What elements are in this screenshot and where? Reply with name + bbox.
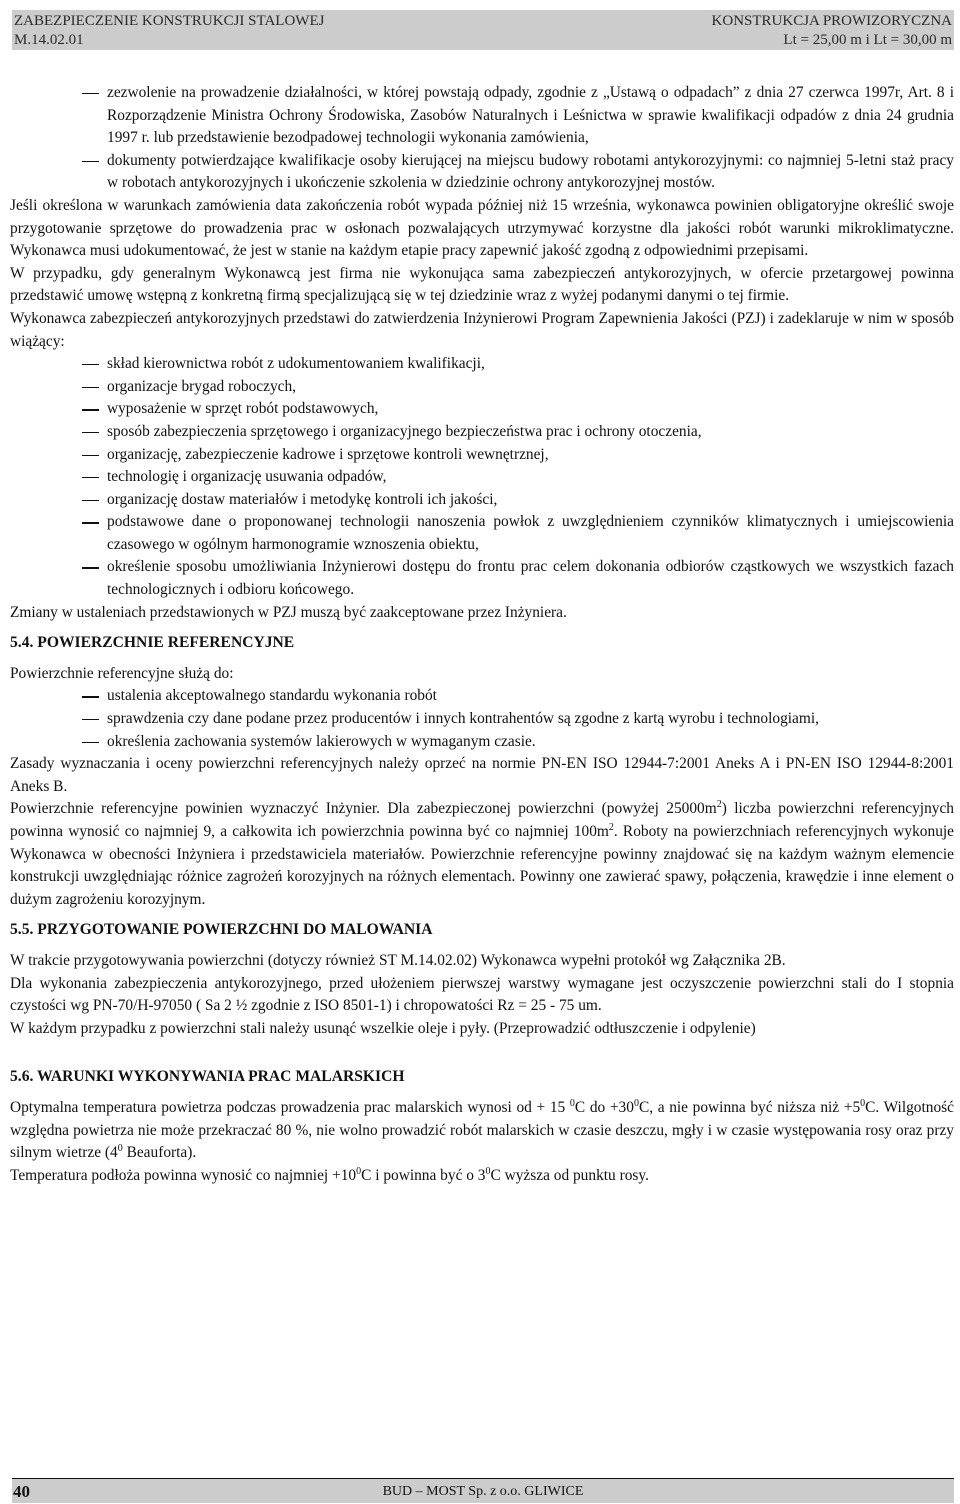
paragraph: Powierzchnie referencyjne powinien wyznaczyć Inżynier. Dla zabezpieczonej powierzchni (powyżej $25000m^2$) liczba powierzchni referencyjnych powinna wynosić co najmniej 9, a całkowita ich powierzchnia powinna być co najmniej $100m^2$. Roboty na powierzchniach referencyjnych wykonuje Wykonawca w obecności Inżyniera i przedstawiciela materiałów. Powierzchnie referencyjne powinny znajdować się na każdym ważnym elemencie konstrukcji uwzględniając różnice zagrożeń korozyjnych na różnych elementach. Powinny one zawierać spawy, połączenia, krawędzie i inne element o dużym zagrożeniu korozyjnym.	[10, 799, 954, 908]
section-heading-5-4: 5.4. POWIERZCHNIE REFERENCYJNE	[10, 634, 295, 652]
list-item: zezwolenie na prowadzenie działalności, w której powstają odpady, zgodnie z „Ustawą o odpadach” z dnia 27 czerwca 1997r, Art. 8 i Rozporządzenie Ministra Ochrony Środowiska, Zasobów Naturalnych i Leśnictwa w sprawie kwalifikacji odpadów z dnia 24 grudnia 1997 r. lub przedstawienie bezodpadowej technologii wykonania zamówienia,	[10, 82, 954, 150]
list-item: organizacje brygad roboczych,	[10, 376, 954, 399]
header-spec-code: M.14.02.01	[14, 32, 84, 48]
page-footer	[12, 1478, 954, 1503]
section-heading-5-5: 5.5. PRZYGOTOWANIE POWIERZCHNI DO MALOWANIA	[10, 921, 433, 939]
page-number: 40	[13, 1482, 30, 1501]
list-item: sposób zabezpieczenia sprzętowego i organizacyjnego bezpieczeństwa prac i ochrony otoczenia,	[10, 421, 954, 444]
list-item: określenia zachowania systemów lakierowych w wymaganym czasie.	[10, 731, 954, 754]
header-structure-spans: Lt = 25,00 m i Lt = 30,00 m	[783, 32, 952, 48]
paragraph: Wykonawca zabezpieczeń antykorozyjnych przedstawi do zatwierdzenia Inżynierowi Program Zapewnienia Jakości (PZJ) i zadeklaruje w nim w sposób wiążący:	[10, 309, 954, 350]
list-item: organizację dostaw materiałów i metodykę kontroli ich jakości,	[10, 489, 954, 512]
paragraph: Optymalna temperatura powietrza podczas prowadzenia prac malarskich wynosi od + 15 $^0$C do $+30^0C$, a nie powinna być niższa niż $+5^0C$. Wilgotność względna powietrza nie może przekraczać 80 %, nie wolno prowadzić robót malarskich w czasie deszczu, mgły i w czasie występowania rosy oraz przy silnym wietrze ($4^0$ Beauforta).	[10, 1097, 954, 1162]
list-item: wyposażenie w sprzęt robót podstawowych,	[10, 398, 954, 421]
paragraph: Dla wykonania zabezpieczenia antykorozyjnego, przed ułożeniem pierwszej warstwy wymagane jest oczyszczenie powierzchni stali do I stopnia czystości wg PN-70/H-97050 ( Sa 2 ½ zgodnie z ISO 8501-1) i chropowatości Rz = 25 - 75 um.	[10, 974, 954, 1015]
footer-company: BUD – MOST Sp. z o.o. GLIWICE	[382, 1484, 584, 1499]
paragraph: W przypadku, gdy generalnym Wykonawcą jest firma nie wykonująca sama zabezpieczeń antykorozyjnych, w ofercie przetargowej powinna przedstawić umowę wstępną z konkretną firmą specjalizującą się w tej dziedzinie wraz z wyżej podanymi danymi o tej firmie.	[10, 264, 954, 305]
header-spec-title: ZABEZPIECZENIE KONSTRUKCJI STALOWEJ	[14, 13, 325, 29]
paragraph: Powierzchnie referencyjne służą do:	[10, 664, 234, 682]
list-item: organizację, zabezpieczenie kadrowe i sprzętowe kontroli wewnętrznej,	[10, 444, 954, 467]
list-item: skład kierownictwa robót z udokumentowaniem kwalifikacji,	[10, 353, 954, 376]
list-item: określenie sposobu umożliwiania Inżynierowi dostępu do frontu prac celem dokonania odbiorów cząstkowych we wszystkich fazach technologicznych i odbioru końcowego.	[10, 556, 954, 601]
page-header	[12, 10, 954, 50]
header-structure-title: KONSTRUKCJA PROWIZORYCZNA	[711, 13, 952, 29]
list-item: sprawdzenia czy dane podane przez producentów i innych kontrahentów są zgodne z kartą wyrobu i technologiami,	[10, 708, 954, 731]
paragraph: Zasady wyznaczania i oceny powierzchni referencyjnych należy oprzeć na normie PN-EN ISO 12944-7:2001 Aneks A i PN-EN ISO 12944-8:2001 Aneks B.	[10, 755, 954, 795]
paragraph: Jeśli określona w warunkach zamówienia data zakończenia robót wypada później niż 15 września, wykonawca powinien obligatoryjne określić swoje przygotowanie sprzętowe do prowadzenia prac w osłonach pozwalających utrzymywać korzystne dla jakości robót warunki mikroklimatyczne. Wykonawca musi udokumentować, że jest w stanie na każdym etapie pracy zapewnić jakość zgodną z odpowiednimi przepisami.	[10, 196, 954, 260]
list-item: technologię i organizację usuwania odpadów,	[10, 466, 954, 489]
paragraph: Temperatura podłoża powinna wynosić co najmniej $+10^0C$ i powinna być o $3^0C$ wyższa od punktu rosy.	[10, 1165, 649, 1184]
paragraph: W trakcie przygotowywania powierzchni (dotyczy również ST M.14.02.02) Wykonawca wypełni protokół wg Załącznika 2B.	[10, 951, 786, 969]
header-right	[712, 12, 952, 50]
section-heading-5-6: 5.6. WARUNKI WYKONYWANIA PRAC MALARSKICH	[10, 1068, 405, 1086]
list-item: ustalenia akceptowalnego standardu wykonania robót	[10, 685, 954, 708]
paragraph: Zmiany w ustaleniach przedstawionych w PZJ muszą być zaakceptowane przez Inżyniera.	[10, 603, 567, 621]
list-item: dokumenty potwierdzające kwalifikacje osoby kierującej na miejscu budowy robotami antykorozyjnymi: co najmniej 5-letni staż pracy w robotach antykorozyjnych i ukończenie szkolenia w dziedzinie ochrony antykorozyjnej mostów.	[10, 150, 954, 195]
paragraph: W każdym przypadku z powierzchni stali należy usunąć wszelkie oleje i pyły. (Przeprowadzić odtłuszczenie i odpylenie)	[10, 1019, 756, 1037]
document-body	[10, 82, 954, 1187]
header-left	[14, 12, 324, 50]
list-item: podstawowe dane o proponowanej technologii nanoszenia powłok z uwzględnieniem czynników klimatycznych i umiejscowienia czasowego w ogólnym harmonogramie wznoszenia obiektu,	[10, 511, 954, 556]
